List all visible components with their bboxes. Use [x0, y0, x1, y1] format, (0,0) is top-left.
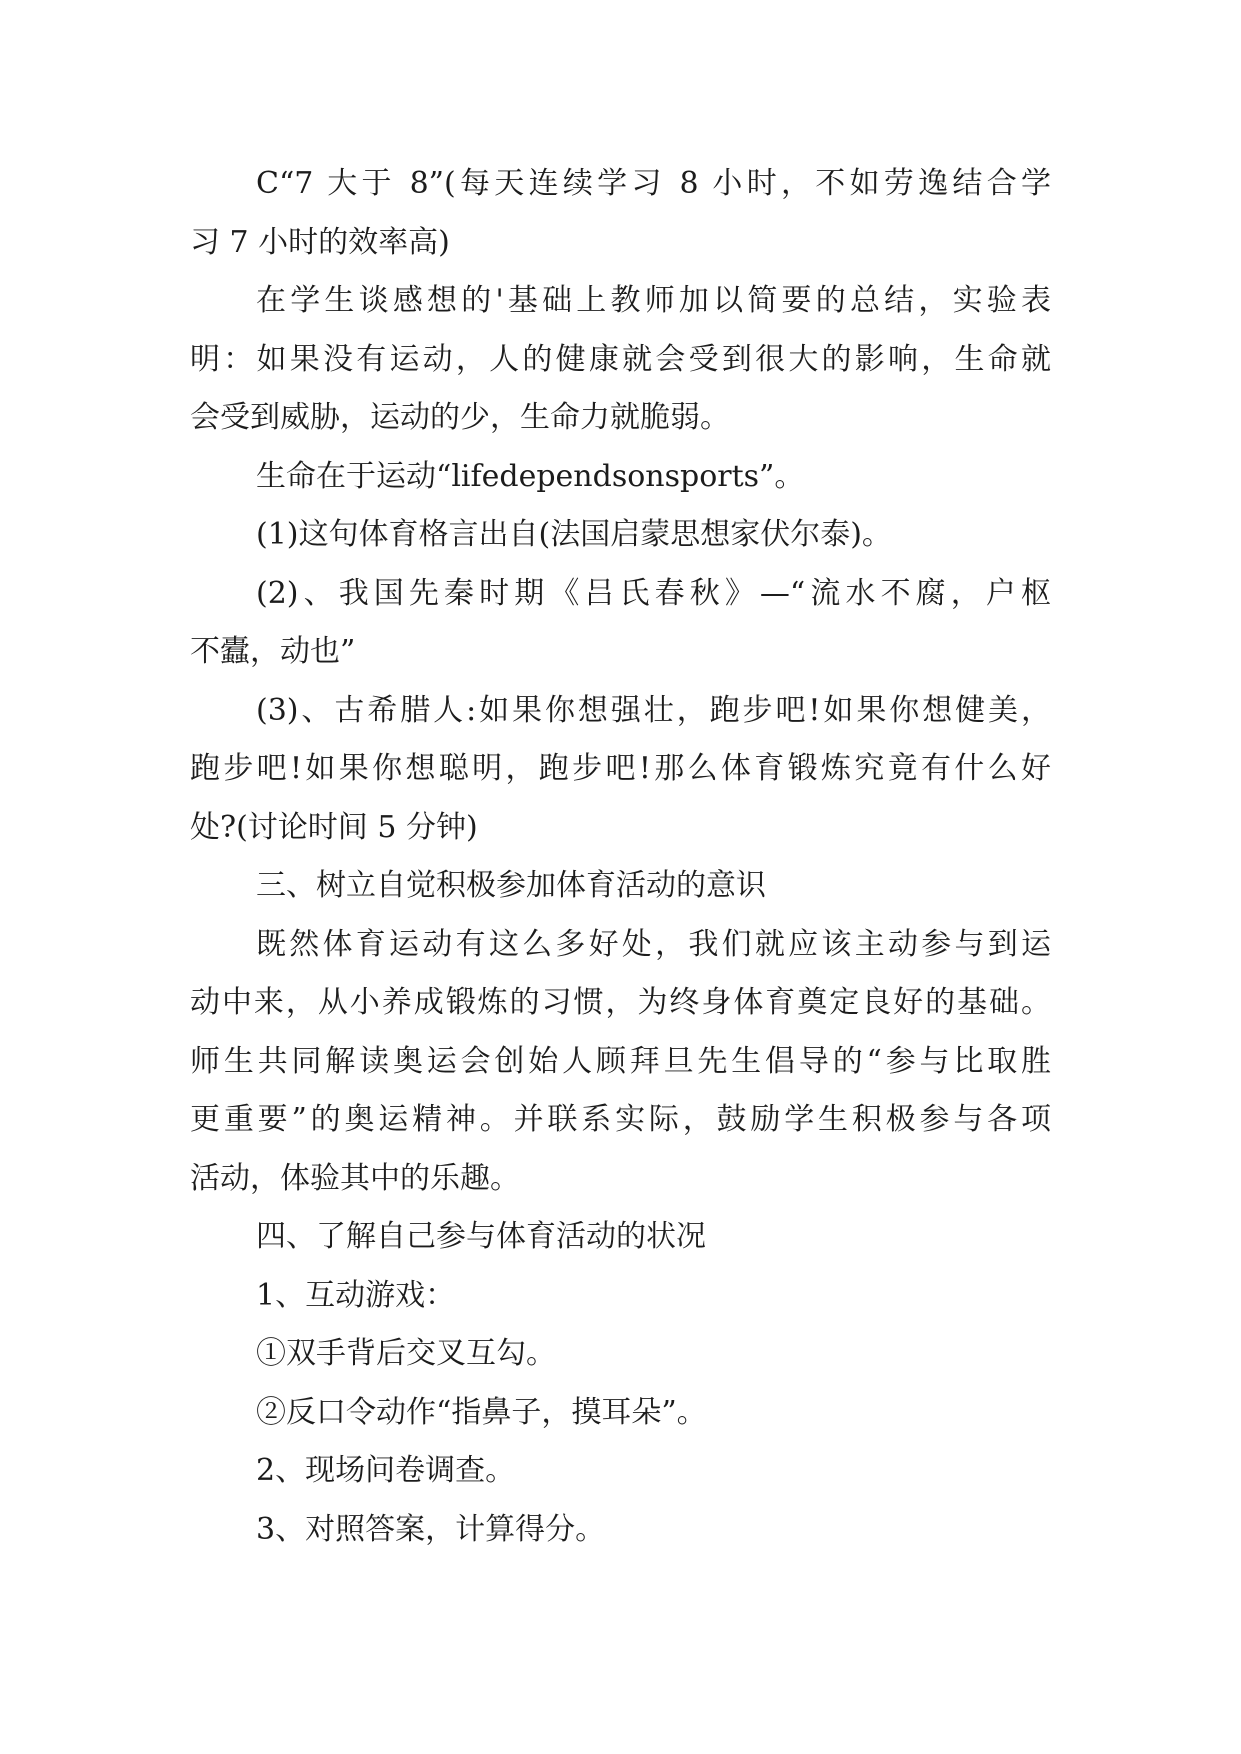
text-line: ②反口令动作“指鼻子，摸耳朵”。: [256, 1394, 707, 1430]
text-line: (3)、古希腊人:如果你想强壮，跑步吧!如果你想健美，: [256, 692, 1051, 728]
paragraph: [190, 916, 1051, 1209]
text-line: 师生共同解读奥运会创始人顾拜旦先生倡导的“参与比取胜: [190, 1043, 1051, 1079]
paragraph: [190, 506, 1051, 565]
document-body: [190, 155, 1051, 1559]
text-line: 会受到威胁，运动的少，生命力就脆弱。: [190, 400, 730, 435]
list-item: [190, 1325, 1051, 1384]
text-line: (2)、我国先秦时期《吕氏春秋》—“流水不腐，户枢: [256, 575, 1051, 611]
paragraph: [190, 272, 1051, 448]
text-line: 四、了解自己参与体育活动的状况: [256, 1219, 706, 1254]
text-line: 在学生谈感想的'基础上教师加以简要的总结，实验表: [256, 283, 1051, 318]
text-line: 生命在于运动“lifedependsonsports”。: [256, 458, 805, 494]
text-line: 动中来，从小养成锻炼的习惯，为终身体育奠定良好的基础。: [190, 985, 1051, 1020]
text-line: 处?(讨论时间 5 分钟): [190, 809, 478, 845]
text-line: 1、互动游戏：: [256, 1277, 456, 1313]
text-line: 活动，体验其中的乐趣。: [190, 1160, 520, 1196]
list-item: [190, 1442, 1051, 1501]
text-line: 跑步吧!如果你想聪明，跑步吧!那么体育锻炼究竟有什么好: [190, 751, 1051, 786]
text-line: 既然体育运动有这么多好处，我们就应该主动参与到运: [256, 926, 1051, 962]
list-item: [190, 1384, 1051, 1443]
section-heading: [190, 1208, 1051, 1267]
text-line: (1)这句体育格言出自(法国启蒙思想家伏尔泰)。: [256, 517, 892, 552]
paragraph: [190, 565, 1051, 682]
text-line: 2、现场问卷调查。: [256, 1453, 516, 1488]
section-heading: [190, 857, 1051, 916]
text-line: C“7 大于 8”(每天连续学习 8 小时，不如劳逸结合学: [256, 166, 1051, 201]
list-item: [190, 1267, 1051, 1326]
paragraph: [190, 448, 1051, 507]
text-line: 不蠹，动也”: [190, 634, 356, 669]
text-line: 三、树立自觉积极参加体育活动的意识: [256, 868, 766, 903]
text-line: 3、对照答案，计算得分。: [256, 1511, 606, 1547]
list-item: [190, 1501, 1051, 1560]
text-line: 明：如果没有运动，人的健康就会受到很大的影响，生命就: [190, 341, 1051, 377]
paragraph: [190, 682, 1051, 858]
text-line: 更重要”的奥运精神。并联系实际，鼓励学生积极参与各项: [190, 1102, 1051, 1137]
text-line: ①双手背后交叉互勾。: [256, 1336, 556, 1371]
text-line: 习 7 小时的效率高): [190, 224, 450, 260]
paragraph: [190, 155, 1051, 272]
